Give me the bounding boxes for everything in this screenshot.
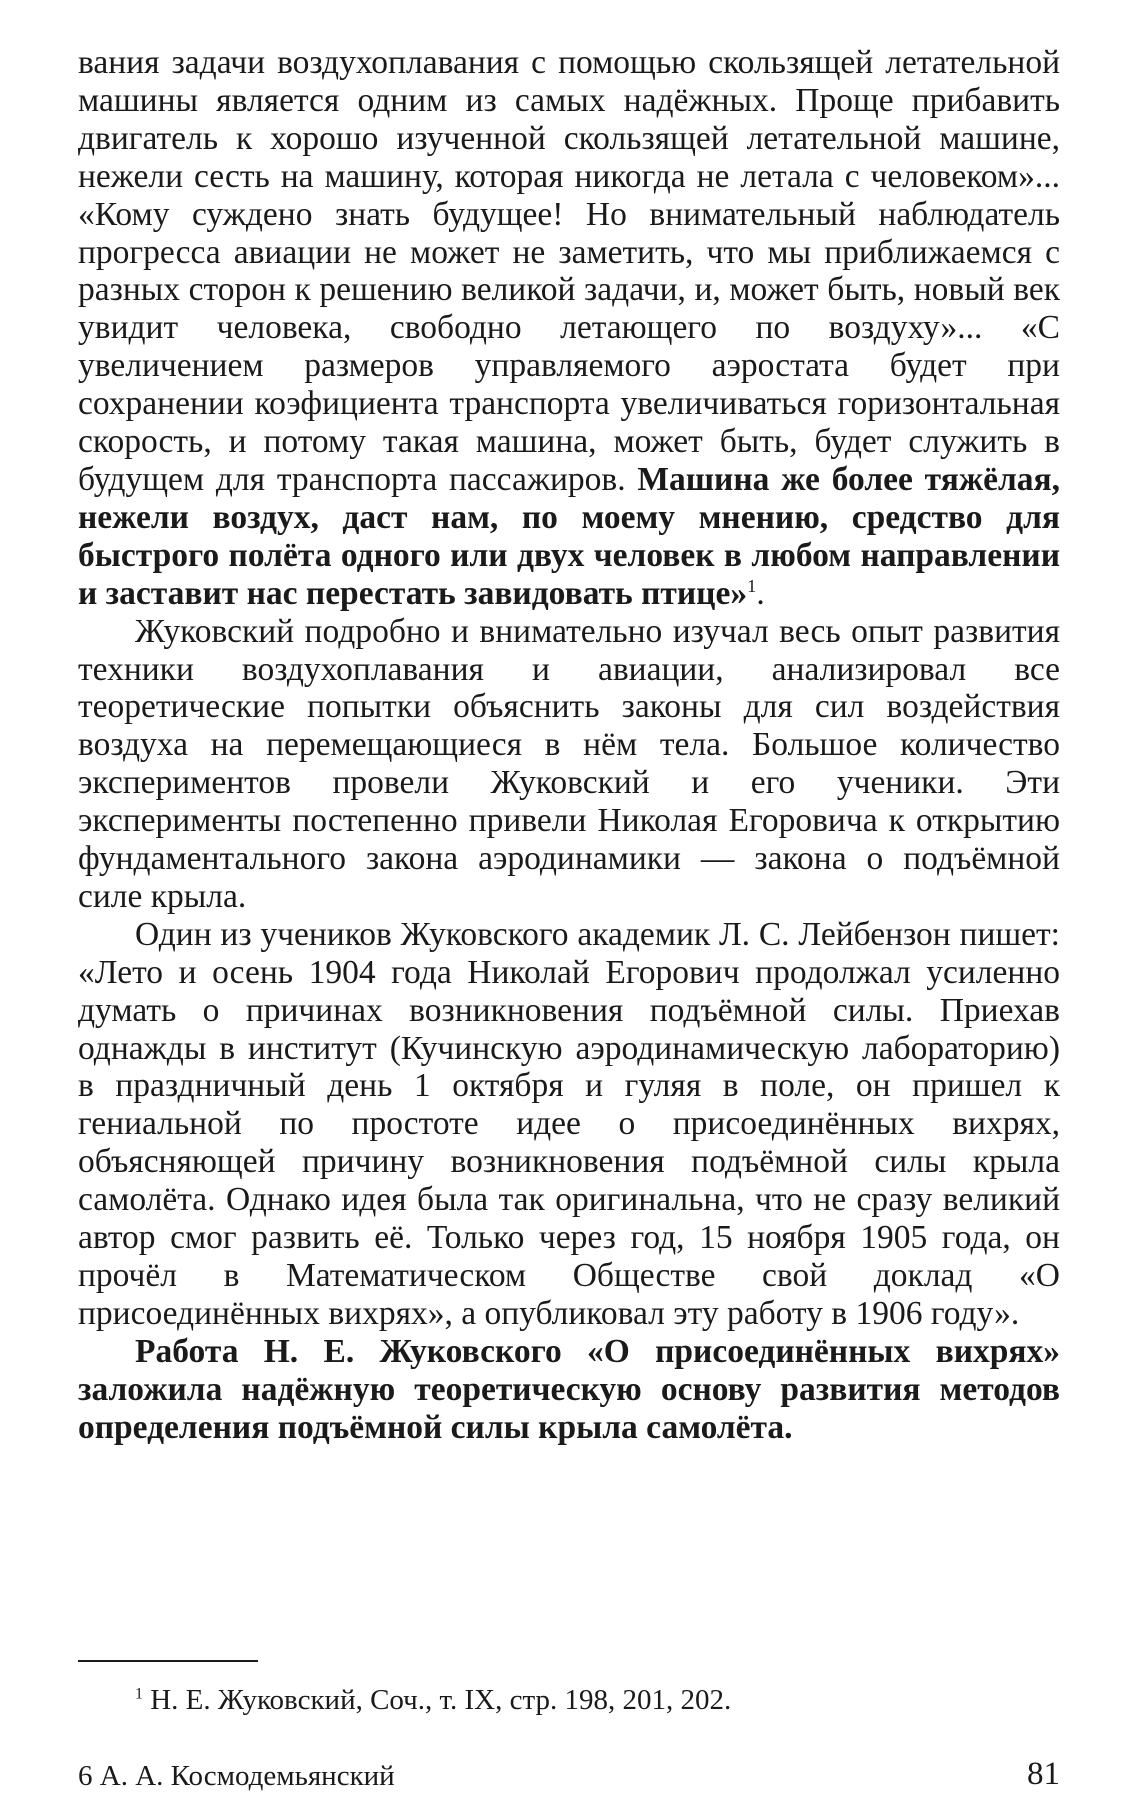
- footnote-reference: 1: [747, 575, 757, 596]
- page-number: 81: [1027, 1756, 1060, 1792]
- footnote-divider: [78, 1660, 258, 1662]
- signature-line: 6 А. А. Космодемьянский: [78, 1760, 395, 1792]
- paragraph-1-text: вания задачи воздухоплавания с помощью скользящей летательной машины является одним из самых надёжных. Проще прибавить двигатель к хорошо изученной скользящей летательной машине, нежели сесть на машину, которая никогда не летала с человеком»... «Кому суждено знать будущее! Но внимательный наблюдатель прогресса авиации не может не заметить, что мы приближаемся с разных сторон к решению великой задачи, и, может быть, новый век увидит человека, свободно летающего по воздуху»... «С увеличением размеров управляемого аэростата будет при сохранении коэфициента транспорта увеличиваться горизонтальная скорость, и потому такая машина, может быть, будет служить в будущем для транспорта пассажиров.: [78, 44, 1060, 498]
- paragraph-1-bold-quote: Машина же более тяжёлая, нежели воздух, даст нам, по моему мнению, средство для быстрого полёта одного или двух человек в любом направлении и заставит нас перестать завидовать птице»: [78, 460, 1061, 612]
- paragraph-3: Один из учеников Жуковского академик Л. С. Лейбензон пишет: «Лето и осень 1904 года Николай Егорович продолжал усиленно думать о причинах возникновения подъёмной силы. Приехав однажды в институт (Кучинскую аэродинамическую лабораторию) в праздничный день 1 октября и гуляя в поле, он пришел к гениальной по простоте идее о присоединённых вихрях, объясняющей причину возникновения подъёмной силы крыла самолёта. Однако идея была так оригинальна, что не сразу великий автор смог развить её. Только через год, 15 ноября 1905 года, он прочёл в Математическом Обществе свой доклад «О присоединённых вихрях», а опубликовал эту работу в 1906 году».: [78, 915, 1060, 1332]
- paragraph-4-bold: Работа Н. Е. Жуковского «О присоединённых вихрях» заложила надёжную теоретическую основу развития методов определения подъёмной силы крыла самолёта.: [78, 1332, 1060, 1446]
- footnote: [135, 1684, 731, 1716]
- body-text: [78, 44, 1060, 1447]
- footnote-mark: 1: [135, 1685, 143, 1703]
- paragraph-1: [78, 44, 1060, 613]
- paragraph-1-end: .: [756, 574, 765, 612]
- footnote-text: Н. Е. Жуковский, Соч., т. IX, стр. 198, 201, 202.: [150, 1684, 732, 1716]
- paragraph-2: Жуковский подробно и внимательно изучал весь опыт развития техники воздухоплавания и авиации, анализировал все теоретические попытки объяснить законы для сил воздействия воздуха на перемещающиеся в нём тела. Большое количество экспериментов провели Жуковский и его ученики. Эти эксперименты постепенно привели Николая Егоровича к открытию фундаментального закона аэродинамики — закона о подъёмной силе крыла.: [78, 612, 1060, 915]
